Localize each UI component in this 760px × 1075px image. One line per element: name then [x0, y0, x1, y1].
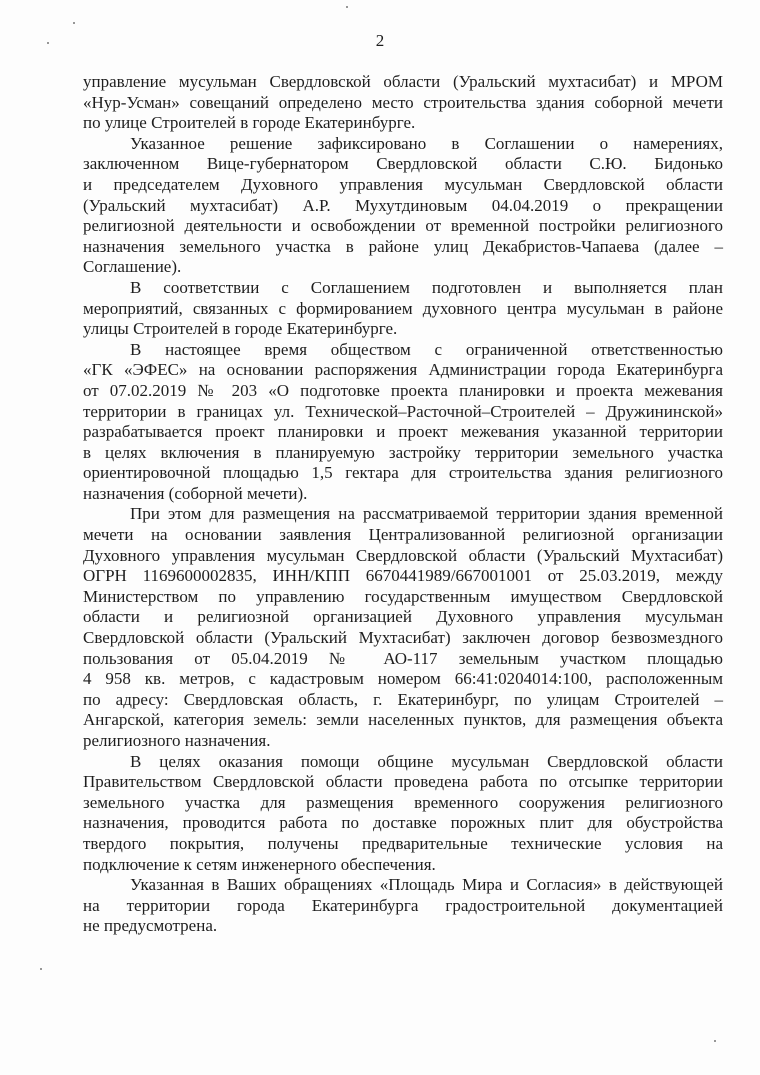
paragraph-line: мероприятий, связанных с формированием духовного центра мусульман в районе	[83, 298, 723, 318]
paragraph-line: религиозной деятельности и освобождении от временной постройки религиозного	[83, 216, 723, 236]
paragraph-line: разрабатывается проект планировки и проект межевания указанной территории	[83, 422, 723, 442]
paragraph-line: Указанная в Ваших обращениях «Площадь Мира и Согласия» в действующей	[130, 875, 723, 895]
paragraph-line: не предусмотрена.	[83, 916, 218, 936]
paragraph-line: заключенном Вице-губернатором Свердловской области С.Ю. Бидонько	[83, 154, 723, 174]
paragraph-line: твердого покрытия, получены предварительные технические условия на	[83, 833, 723, 853]
paragraph-line: «Нур-Усман» совещаний определено место строительства здания соборной мечети	[83, 92, 723, 112]
paragraph-line: ориентировочной площадью 1,5 гектара для строительства здания религиозного	[83, 463, 723, 483]
paragraph-line: по адресу: Свердловская область, г. Екатеринбург, по улицам Строителей –	[83, 689, 723, 709]
paragraph-line: Указанное решение зафиксировано в Соглашении о намерениях,	[130, 133, 723, 153]
scan-speck	[47, 42, 49, 44]
paragraph-line: «ГК «ЭФЕС» на основании распоряжения Администрации города Екатеринбурга	[83, 360, 723, 380]
paragraph-line: улицы Строителей в городе Екатеринбурге.	[83, 319, 398, 339]
paragraph-line: В соответствии с Соглашением подготовлен и выполняется план	[130, 277, 723, 297]
paragraph-line: земельного участка для размещения временного сооружения религиозного	[83, 792, 723, 812]
paragraph-line: подключение к сетям инженерного обеспечения.	[83, 854, 436, 874]
paragraph-line: мечети на основании заявления Централизованной религиозной организации	[83, 525, 723, 545]
paragraph-line: (Уральский мухтасибат) А.Р. Мухутдиновым 04.04.2019 о прекращении	[83, 195, 723, 215]
paragraph-line: назначения земельного участка в районе улиц Декабристов-Чапаева (далее –	[83, 236, 723, 256]
paragraph-line: религиозного назначения.	[83, 731, 271, 750]
paragraph-line: В целях оказания помощи общине мусульман Свердловской области	[130, 751, 723, 771]
paragraph-line: Соглашение).	[83, 257, 182, 277]
paragraph-line: Свердловской области (Уральский Мухтасибат) заключен договор безвозмездного	[83, 628, 723, 648]
scan-speck	[40, 968, 42, 970]
paragraph-line: управление мусульман Свердловской области (Уральский мухтасибат) и МРОМ	[83, 72, 723, 91]
paragraph-line: пользования от 05.04.2019 № АО-117 земельным участком площадью	[83, 648, 723, 668]
scan-speck	[714, 1040, 716, 1042]
document-body	[83, 72, 723, 937]
paragraph-line: на территории города Екатеринбурга градостроительной документацией	[83, 895, 723, 915]
paragraph-line: Министерством по управлению государственным имуществом Свердловской	[83, 586, 723, 606]
paragraph-line: 4 958 кв. метров, с кадастровым номером 66:41:0204014:100, расположенным	[83, 669, 723, 689]
scan-speck	[346, 6, 348, 8]
paragraph-line: от 07.02.2019 № 203 «О подготовке проекта планировки и проекта межевания	[83, 380, 723, 400]
paragraph-line: Ангарской, категория земель: земли населенных пунктов, для размещения объекта	[83, 710, 723, 730]
paragraph-line: В настоящее время обществом с ограниченной ответственностью	[130, 339, 723, 359]
paragraph-line: территории в границах ул. Технической–Расточной–Строителей – Дружининской»	[83, 401, 723, 421]
paragraph-line: по улице Строителей в городе Екатеринбурге.	[83, 113, 416, 133]
paragraph-line: При этом для размещения на рассматриваемой территории здания временной	[130, 504, 723, 524]
paragraph-line: в целях включения в планируемую застройку территории земельного участка	[83, 442, 723, 462]
paragraph-line: и председателем Духовного управления мусульман Свердловской области	[83, 174, 723, 194]
paragraph-line: назначения, проводится работа по доставке порожных плит для обустройства	[83, 813, 723, 833]
paragraph-line: области и религиозной организацией Духовного управления мусульман	[83, 607, 723, 627]
paragraph-line: ОГРН 1169600002835, ИНН/КПП 6670441989/667001001 от 25.03.2019, между	[83, 566, 723, 586]
page-number: 2	[375, 31, 385, 50]
scan-speck	[73, 22, 75, 24]
paragraph-line: Правительством Свердловской области проведена работа по отсыпке территории	[83, 772, 723, 792]
paragraph-line: назначения (соборной мечети).	[83, 483, 308, 503]
paragraph-line: Духовного управления мусульман Свердловской области (Уральский Мухтасибат)	[83, 545, 723, 565]
